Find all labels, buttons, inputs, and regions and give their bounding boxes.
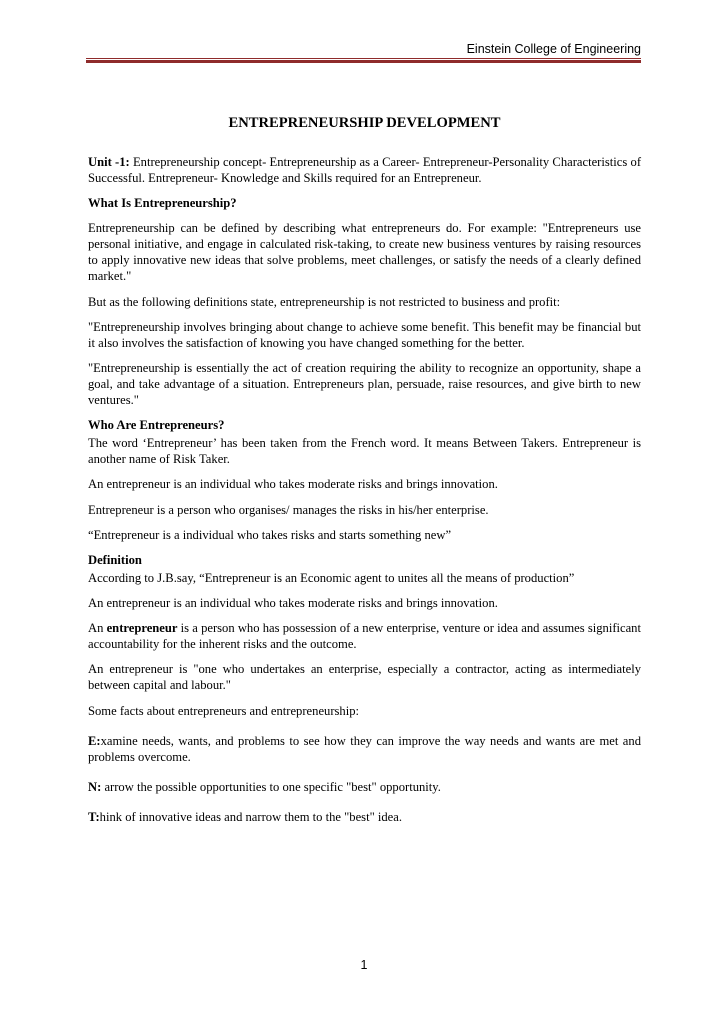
- fact-text: arrow the possible opportunities to one specific "best" opportunity.: [101, 779, 441, 794]
- paragraph: But as the following definitions state, entrepreneurship is not restricted to business and profit:: [88, 294, 561, 309]
- bold-term: entrepreneur: [106, 621, 178, 636]
- paragraph: An entrepreneur is an individual who takes moderate risks and brings innovation.: [88, 477, 498, 492]
- paragraph: "Entrepreneurship involves bringing about change to achieve some benefit. This benefit may be financial but it also involves the satisfaction of knowing you have changed something for the better.: [88, 319, 641, 350]
- section-heading-definition: Definition: [88, 552, 142, 567]
- fact-text: hink of innovative ideas and narrow them to the "best" idea.: [99, 809, 402, 824]
- fact-item: [88, 779, 641, 795]
- fact-item: [88, 733, 641, 765]
- paragraph: Some facts about entrepreneurs and entrepreneurship:: [88, 703, 360, 718]
- section-heading-what-is: What Is Entrepreneurship?: [88, 196, 237, 211]
- document-body: [88, 114, 641, 834]
- header-rule-thick: [86, 60, 641, 63]
- paragraph: "Entrepreneurship is essentially the act of creation requiring the ability to recognize an opportunity, shape a goal, and take advantage of a situation. Entrepreneurs plan, persuade, raise resources, and give birth to new ventures.": [88, 360, 641, 407]
- paragraph: “Entrepreneur is a individual who takes risks and starts something new”: [88, 527, 452, 542]
- fact-item: [88, 809, 641, 825]
- fact-text: xamine needs, wants, and problems to see how they can improve the way needs and wants are met and problems overcome.: [88, 733, 641, 764]
- unit-paragraph: [88, 154, 641, 186]
- text-span: An: [88, 621, 107, 636]
- document-title: ENTREPRENEURSHIP DEVELOPMENT: [228, 115, 501, 131]
- fact-letter: T:: [88, 809, 100, 824]
- paragraph: Entrepreneurship can be defined by describing what entrepreneurs do. For example: "Entrepreneurs use personal initiative, and engage in calculated risk-taking, to create new business ventures by raising resources to apply innovative new ideas that solve problems, meet challenges, or satisfy the needs of a clearly defined market.": [88, 221, 641, 284]
- header-rule-thin: [86, 58, 641, 59]
- page-header: Einstein College of Engineering: [466, 42, 641, 56]
- page-number: 1: [360, 958, 368, 972]
- unit-label: Unit -1:: [88, 155, 130, 169]
- section-heading-who-are: Who Are Entrepreneurs?: [88, 418, 225, 433]
- paragraph: An entrepreneur is "one who undertakes an enterprise, especially a contractor, acting as intermediately between capital and labour.": [88, 662, 641, 693]
- paragraph: An entrepreneur is an individual who takes moderate risks and brings innovation.: [88, 596, 498, 611]
- fact-letter: E:: [88, 733, 101, 748]
- text-span: is a person who has possession of a new enterprise, venture or idea and assumes significant accountability for the inherent risks and the outcome.: [88, 621, 641, 652]
- unit-text: Entrepreneurship concept- Entrepreneurship as a Career- Entrepreneur-Personality Characteristics of Successful. Entrepreneur- Knowledge and Skills required for an Entrepreneur.: [88, 155, 642, 185]
- paragraph: [88, 620, 641, 652]
- paragraph: The word ‘Entrepreneur’ has been taken from the French word. It means Between Takers. Entrepreneur is another name of Risk Taker.: [88, 436, 641, 467]
- fact-letter: N:: [88, 779, 102, 794]
- paragraph: Entrepreneur is a person who organises/ manages the risks in his/her enterprise.: [88, 502, 489, 517]
- paragraph: According to J.B.say, “Entrepreneur is an Economic agent to unites all the means of production”: [88, 570, 575, 585]
